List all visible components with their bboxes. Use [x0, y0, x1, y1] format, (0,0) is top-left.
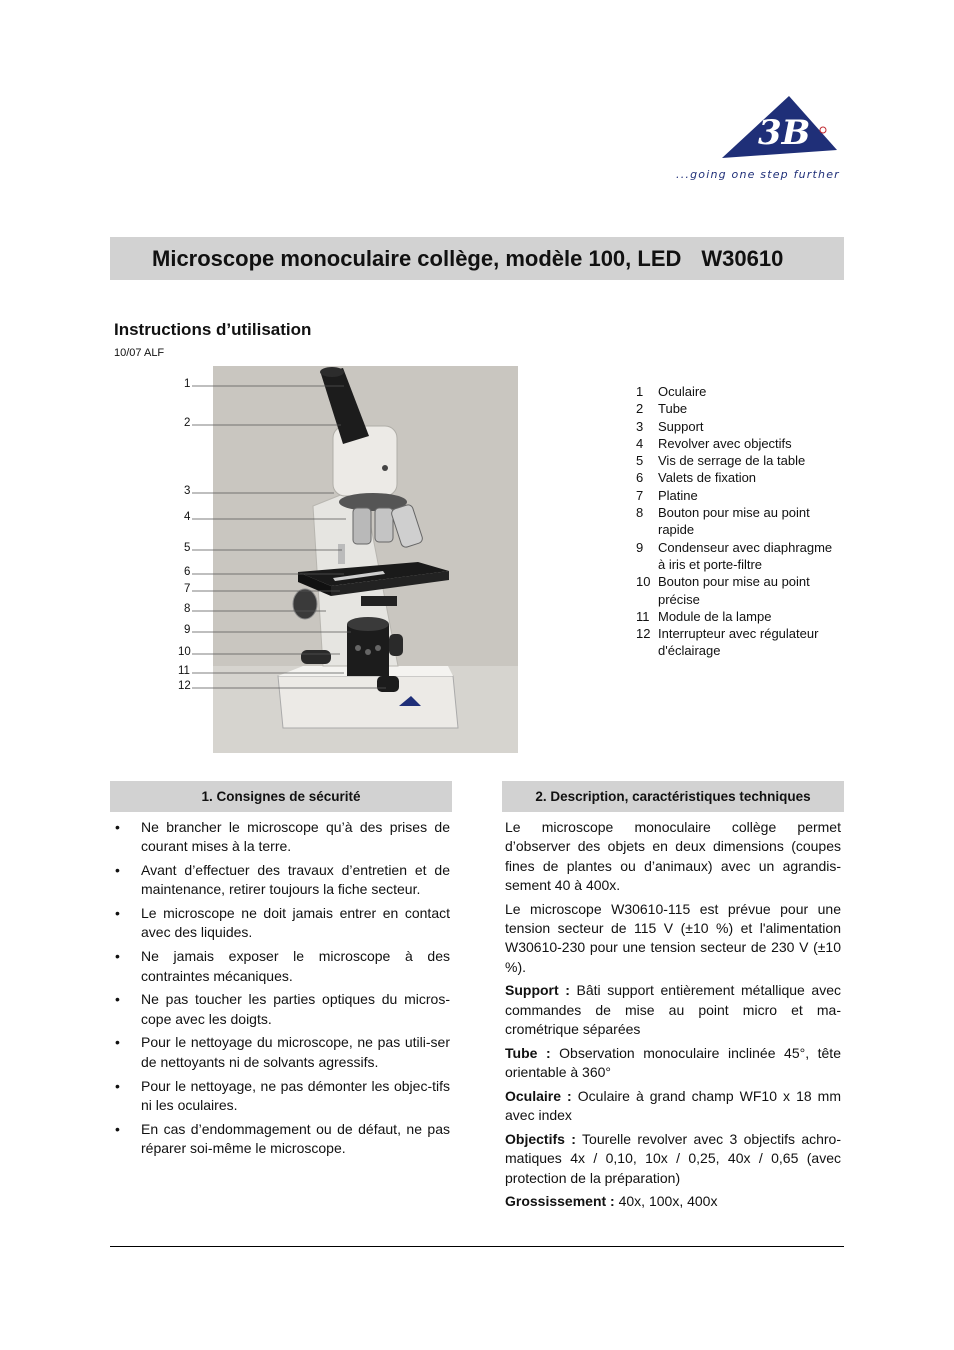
spec-paragraph — [505, 1087, 841, 1126]
bullet-icon: • — [115, 862, 120, 879]
callout-9: 9 — [184, 624, 191, 636]
safety-list — [110, 818, 450, 1163]
legend-item — [636, 487, 836, 504]
callout-4: 4 — [184, 511, 191, 523]
spec-paragraph — [505, 1130, 841, 1188]
bullet-icon: • — [115, 991, 120, 1008]
legend-number: 12 — [636, 626, 651, 642]
spec-label: Support : — [505, 982, 570, 999]
list-item — [110, 904, 450, 943]
revision-date: 10/07 ALF — [114, 347, 165, 359]
spec-text: 40x, 100x, 400x — [618, 1193, 718, 1210]
legend-number: 2 — [636, 401, 644, 417]
logo-mark: 3B — [758, 113, 811, 153]
callout-2: 2 — [184, 417, 191, 429]
product-code: W30610 — [701, 246, 784, 271]
spec-text: Observation monoculaire inclinée 45°, tête orientable à 360° — [505, 1044, 841, 1081]
callout-3: 3 — [184, 485, 191, 497]
list-item — [110, 1033, 450, 1072]
legend-item — [636, 383, 836, 400]
3b-logo-graphic — [672, 92, 848, 184]
callout-11: 11 — [178, 665, 190, 677]
list-item-text: Pour le nettoyage du microscope, ne pas utili-ser de nettoyants ni de solvants agressifs. — [141, 1034, 450, 1070]
callout-7: 7 — [184, 583, 191, 595]
instructions-heading: Instructions d’utilisation — [114, 320, 312, 339]
list-item — [110, 990, 450, 1029]
spec-text: Oculaire à grand champ WF10 x 18 mm avec index — [505, 1087, 841, 1124]
intro-paragraph: Le microscope monoculaire collège permet d’observer des objets en deux dimensions (coupes fines de plantes ou d’animaux) avec un agrandis-sement 40 à 400x. — [505, 819, 841, 893]
bullet-icon: • — [115, 1120, 120, 1137]
legend-item — [636, 539, 836, 574]
callout-1: 1 — [184, 378, 191, 390]
legend-text: Support — [658, 418, 704, 434]
bullet-icon: • — [115, 905, 120, 922]
title-bar — [110, 237, 844, 280]
spec-label: Oculaire : — [505, 1087, 572, 1104]
spec-label: Objectifs : — [505, 1130, 576, 1147]
spec-paragraph — [505, 1044, 841, 1083]
spec-label: Grossissement : — [505, 1193, 615, 1210]
list-item-text: Le microscope ne doit jamais entrer en contact avec des liquides. — [141, 905, 450, 941]
legend-text: Bouton pour mise au point rapide — [658, 505, 810, 538]
callout-6: 6 — [184, 566, 191, 578]
legend-item — [636, 400, 836, 417]
bullet-icon: • — [115, 948, 120, 965]
legend-text: Vis de serrage de la table — [658, 453, 806, 469]
spec-text: Tourelle revolver avec 3 objectifs achro-matiques 4x / 0,10, 10x / 0,25, 40x / 0,65 (avec protection de la préparation) — [505, 1130, 841, 1186]
list-item-text: En cas d’endommagement ou de défaut, ne pas réparer soi-même le microscope. — [141, 1120, 450, 1156]
legend-number: 7 — [636, 487, 644, 503]
list-item-text: Pour le nettoyage, ne pas démonter les objec-tifs ni les oculaires. — [141, 1077, 450, 1113]
legend-number: 8 — [636, 505, 644, 521]
list-item — [110, 1120, 450, 1159]
list-item — [110, 861, 450, 900]
list-item — [110, 818, 450, 857]
logo-tagline: ...going one step further — [676, 168, 840, 181]
bullet-icon: • — [115, 1034, 120, 1051]
legend-number: 11 — [636, 608, 650, 624]
legend-item — [636, 418, 836, 435]
callout-5: 5 — [184, 542, 191, 554]
legend-number: 10 — [636, 574, 651, 590]
registered-icon — [820, 127, 826, 133]
parts-legend — [636, 383, 836, 660]
legend-item — [636, 469, 836, 486]
legend-number: 1 — [636, 384, 644, 399]
legend-number: 5 — [636, 453, 644, 469]
callout-10: 10 — [178, 646, 191, 658]
legend-text: Platine — [658, 487, 698, 503]
bullet-icon: • — [115, 819, 120, 835]
list-item — [110, 1077, 450, 1116]
legend-item — [636, 573, 836, 608]
legend-item — [636, 504, 836, 539]
page-title — [152, 246, 783, 272]
description-body — [505, 818, 841, 1216]
callout-lines — [176, 366, 520, 754]
legend-number: 3 — [636, 418, 644, 434]
legend-text: Module de la lampe — [658, 608, 772, 624]
callout-12: 12 — [178, 680, 191, 692]
legend-text: Bouton pour mise au point précise — [658, 574, 810, 607]
description-heading: 2. Description, caractéristiques techniques — [502, 781, 844, 812]
legend-text: Valets de fixation — [658, 470, 757, 486]
legend-item — [636, 625, 836, 660]
list-item-text: Ne brancher le microscope qu’à des prises de courant mises à la terre. — [141, 819, 450, 855]
brand-logo — [672, 92, 848, 184]
title-text: Microscope monoculaire collège, modèle 100, LED — [152, 246, 682, 271]
legend-number: 4 — [636, 435, 644, 451]
list-item-text: Avant d’effectuer des travaux d’entretien et de maintenance, retirer toujours la fiche secteur. — [141, 862, 450, 898]
legend-text: Interrupteur avec régulateur d'éclairage — [658, 626, 819, 659]
callout-8: 8 — [184, 603, 191, 615]
spec-text: Bâti support entièrement métallique avec commandes de mise au point micro et ma-crométrique séparées — [505, 982, 841, 1037]
legend-text: Tube — [658, 401, 688, 417]
legend-text: Revolver avec objectifs — [658, 435, 792, 451]
list-item-text: Ne jamais exposer le microscope à des contraintes mécaniques. — [141, 948, 450, 984]
safety-heading: 1. Consignes de sécurité — [110, 781, 452, 812]
legend-number: 6 — [636, 470, 644, 486]
footer-divider — [110, 1246, 844, 1247]
legend-text: Condenseur avec diaphragme à iris et porte-filtre — [658, 539, 833, 572]
spec-paragraph — [505, 1192, 841, 1211]
bullet-icon: • — [115, 1077, 120, 1094]
legend-item — [636, 608, 836, 625]
legend-number: 9 — [636, 539, 644, 555]
power-paragraph: Le microscope W30610-115 est prévue pour une tension secteur de 115 V (±10 %) et l'alimentation W30610-230 pour une tension secteur de 230 V (±10 %). — [505, 900, 841, 975]
legend-item — [636, 452, 836, 469]
legend-text: Oculaire — [658, 384, 707, 399]
microscope-figure — [176, 366, 520, 754]
legend-item — [636, 435, 836, 452]
spec-paragraph — [505, 981, 841, 1039]
spec-label: Tube : — [505, 1044, 551, 1061]
list-item — [110, 947, 450, 986]
list-item-text: Ne pas toucher les parties optiques du micros-cope avec les doigts. — [141, 991, 450, 1027]
